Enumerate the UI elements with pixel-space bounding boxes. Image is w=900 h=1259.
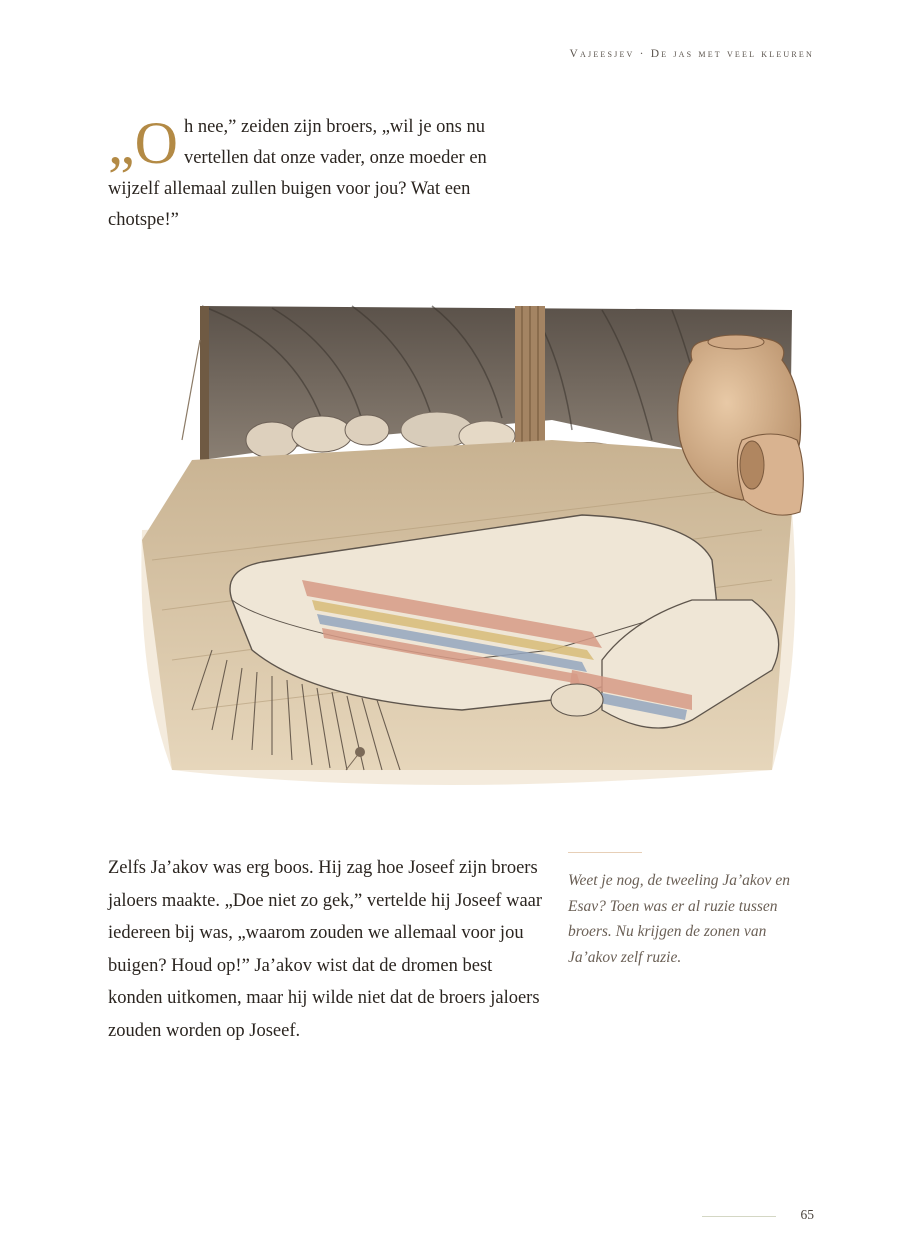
intro-text: h nee,” zeiden zijn broers, „wil je ons nu vertellen dat onze vader, onze moeder en wijzelf allemaal zullen buigen voor jou? Wat een chotspe!” <box>108 117 487 230</box>
sidenote-rule <box>568 852 642 853</box>
intro-paragraph <box>108 112 493 236</box>
running-head: Vajeesjev · De jas met veel kleuren <box>569 48 814 60</box>
footer-rule <box>702 1216 776 1217</box>
coat-illustration <box>132 300 804 800</box>
sidenote: Weet je nog, de tweeling Ja’akov en Esav? Toen was er al ruzie tussen broers. Nu krijgen de zonen van Ja’akov zelf ruzie. <box>568 872 790 966</box>
drop-cap: „O <box>108 110 178 176</box>
body-paragraph: Zelfs Ja’akov was erg boos. Hij zag hoe Joseef zijn broers jaloers maakte. „Doe niet zo gek,” vertelde hij Joseef waar iedereen bij was, „waarom zouden we allemaal voor jou buigen? Houd op!” Ja’akov wist dat de dromen best konden uitkomen, maar hij wilde niet dat de broers jaloers zouden worden op Joseef. <box>108 858 543 1041</box>
page-number: 65 <box>800 1207 814 1222</box>
